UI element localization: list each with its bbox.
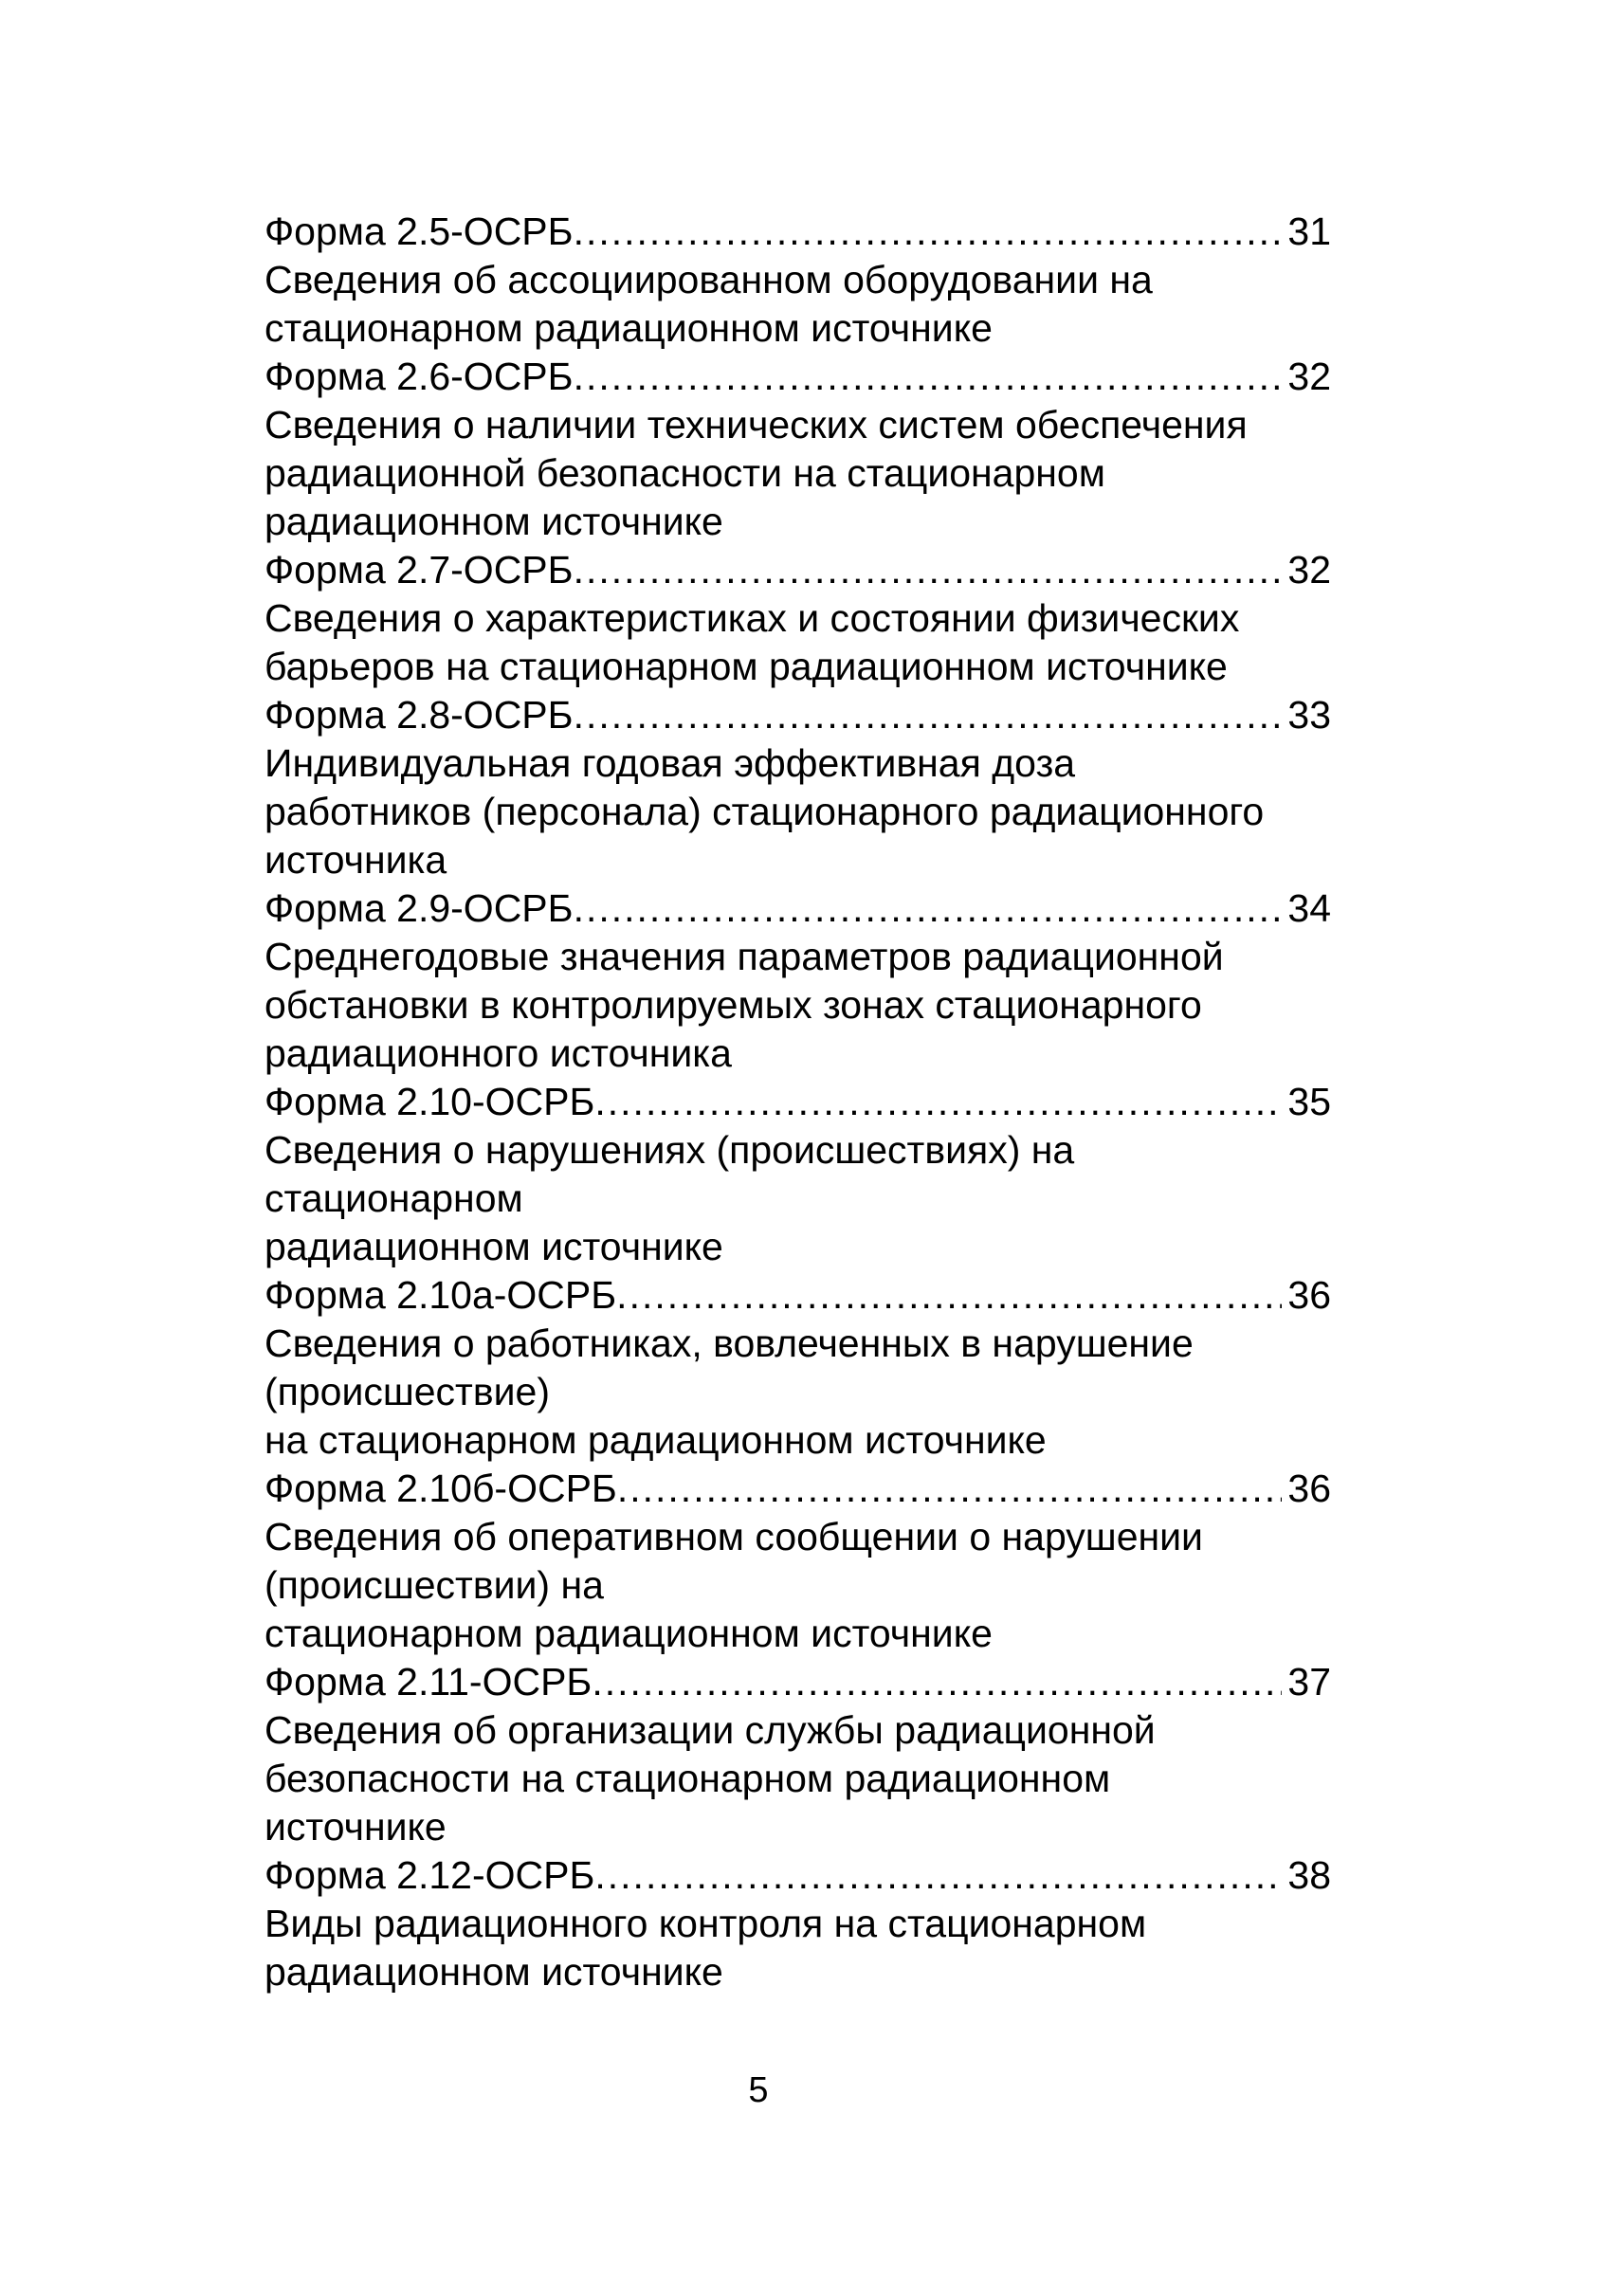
toc-description-line: безопасности на стационарном радиационном bbox=[264, 1757, 1111, 1800]
toc-description-line: радиационной безопасности на стационарном bbox=[264, 451, 1105, 495]
toc-entry-page: 38 bbox=[1287, 1853, 1331, 1897]
dot-leader bbox=[592, 1658, 1282, 1706]
toc-entry-title: Форма 2.7-ОСРБ bbox=[264, 548, 574, 592]
toc-description-line: Сведения о нарушениях (происшествиях) на bbox=[264, 1128, 1075, 1172]
toc-entry bbox=[264, 1271, 1331, 1320]
toc-entry-page: 36 bbox=[1287, 1273, 1331, 1317]
toc-description-line: (происшествие) bbox=[264, 1370, 550, 1413]
toc-description-line: радиационном источнике bbox=[264, 1950, 723, 1994]
dot-leader bbox=[574, 691, 1283, 739]
dot-leader bbox=[574, 546, 1283, 594]
dot-leader bbox=[616, 1271, 1282, 1320]
toc-description-line: Сведения об ассоциированном оборудовании на bbox=[264, 258, 1153, 301]
toc-entry-title: Форма 2.10а-ОСРБ bbox=[264, 1273, 617, 1317]
toc-entry-title: Форма 2.9-ОСРБ bbox=[264, 886, 574, 930]
toc-entry-page: 36 bbox=[1287, 1467, 1331, 1510]
toc-entry-page: 34 bbox=[1287, 886, 1331, 930]
dot-leader bbox=[574, 208, 1283, 256]
toc-description-line: Сведения о наличии технических систем обеспечения bbox=[264, 403, 1248, 446]
toc-entry-title: Форма 2.10б-ОСРБ bbox=[264, 1467, 617, 1510]
toc-description-line: стационарном bbox=[264, 1176, 523, 1220]
toc-description-line: барьеров на стационарном радиационном источнике bbox=[264, 645, 1228, 688]
toc-description-line: работников (персонала) стационарного радиационного bbox=[264, 790, 1265, 833]
toc-description-line: Сведения об оперативном сообщении о нарушении bbox=[264, 1515, 1203, 1558]
toc-entry-page: 35 bbox=[1287, 1080, 1331, 1123]
dot-leader bbox=[617, 1465, 1283, 1513]
toc-entry-title: Форма 2.12-ОСРБ bbox=[264, 1853, 595, 1897]
toc-entry-title: Форма 2.5-ОСРБ bbox=[264, 210, 574, 253]
toc-description-line: радиационном источнике bbox=[264, 500, 723, 543]
toc-entry bbox=[264, 1465, 1331, 1513]
toc-entry-page: 33 bbox=[1287, 693, 1331, 737]
toc-description-line: источнике bbox=[264, 1805, 447, 1849]
toc-entry bbox=[264, 1078, 1331, 1126]
toc-entry-title: Форма 2.10-ОСРБ bbox=[264, 1080, 595, 1123]
toc-description-line: Среднегодовые значения параметров радиационной bbox=[264, 935, 1224, 978]
toc-entry-title: Форма 2.11-ОСРБ bbox=[264, 1660, 593, 1704]
table-of-contents bbox=[264, 208, 1355, 1996]
toc-entry-page: 37 bbox=[1287, 1660, 1331, 1704]
toc-description-line: на стационарном радиационном источнике bbox=[264, 1418, 1047, 1462]
toc-description-line: Сведения о работниках, вовлеченных в нарушение bbox=[264, 1321, 1194, 1365]
toc-description-line: обстановки в контролируемых зонах стационарного bbox=[264, 983, 1202, 1027]
toc-description-line: радиационного источника bbox=[264, 1031, 732, 1075]
toc-description-line: (происшествии) на bbox=[264, 1563, 604, 1607]
toc-description-line: стационарном радиационном источнике bbox=[264, 306, 993, 350]
toc-entry bbox=[264, 1851, 1331, 1900]
toc-entry-title: Форма 2.8-ОСРБ bbox=[264, 693, 574, 737]
toc-entry bbox=[264, 884, 1331, 933]
dot-leader bbox=[594, 1078, 1282, 1126]
toc-description-line: источника bbox=[264, 838, 447, 882]
toc-description-line: Сведения об организации службы радиационной bbox=[264, 1708, 1156, 1752]
toc-entry-page: 32 bbox=[1287, 548, 1331, 592]
toc-description-line: стационарном радиационном источнике bbox=[264, 1612, 993, 1655]
toc-entry-page: 31 bbox=[1287, 210, 1331, 253]
dot-leader bbox=[594, 1851, 1282, 1900]
toc-description-line: радиационном источнике bbox=[264, 1225, 723, 1268]
dot-leader bbox=[574, 884, 1283, 933]
toc-description-line: Виды радиационного контроля на стационарном bbox=[264, 1902, 1147, 1945]
dot-leader bbox=[574, 353, 1283, 401]
toc-entry-page: 32 bbox=[1287, 355, 1331, 398]
toc-entry bbox=[264, 1658, 1331, 1706]
toc-entry-title: Форма 2.6-ОСРБ bbox=[264, 355, 574, 398]
page-number: 5 bbox=[748, 2070, 769, 2110]
toc-description-line: Сведения о характеристиках и состоянии физических bbox=[264, 596, 1240, 640]
toc-entry bbox=[264, 691, 1331, 739]
toc-entry bbox=[264, 208, 1331, 256]
toc-entry bbox=[264, 546, 1331, 594]
toc-entry bbox=[264, 353, 1331, 401]
toc-description-line: Индивидуальная годовая эффективная доза bbox=[264, 741, 1076, 785]
